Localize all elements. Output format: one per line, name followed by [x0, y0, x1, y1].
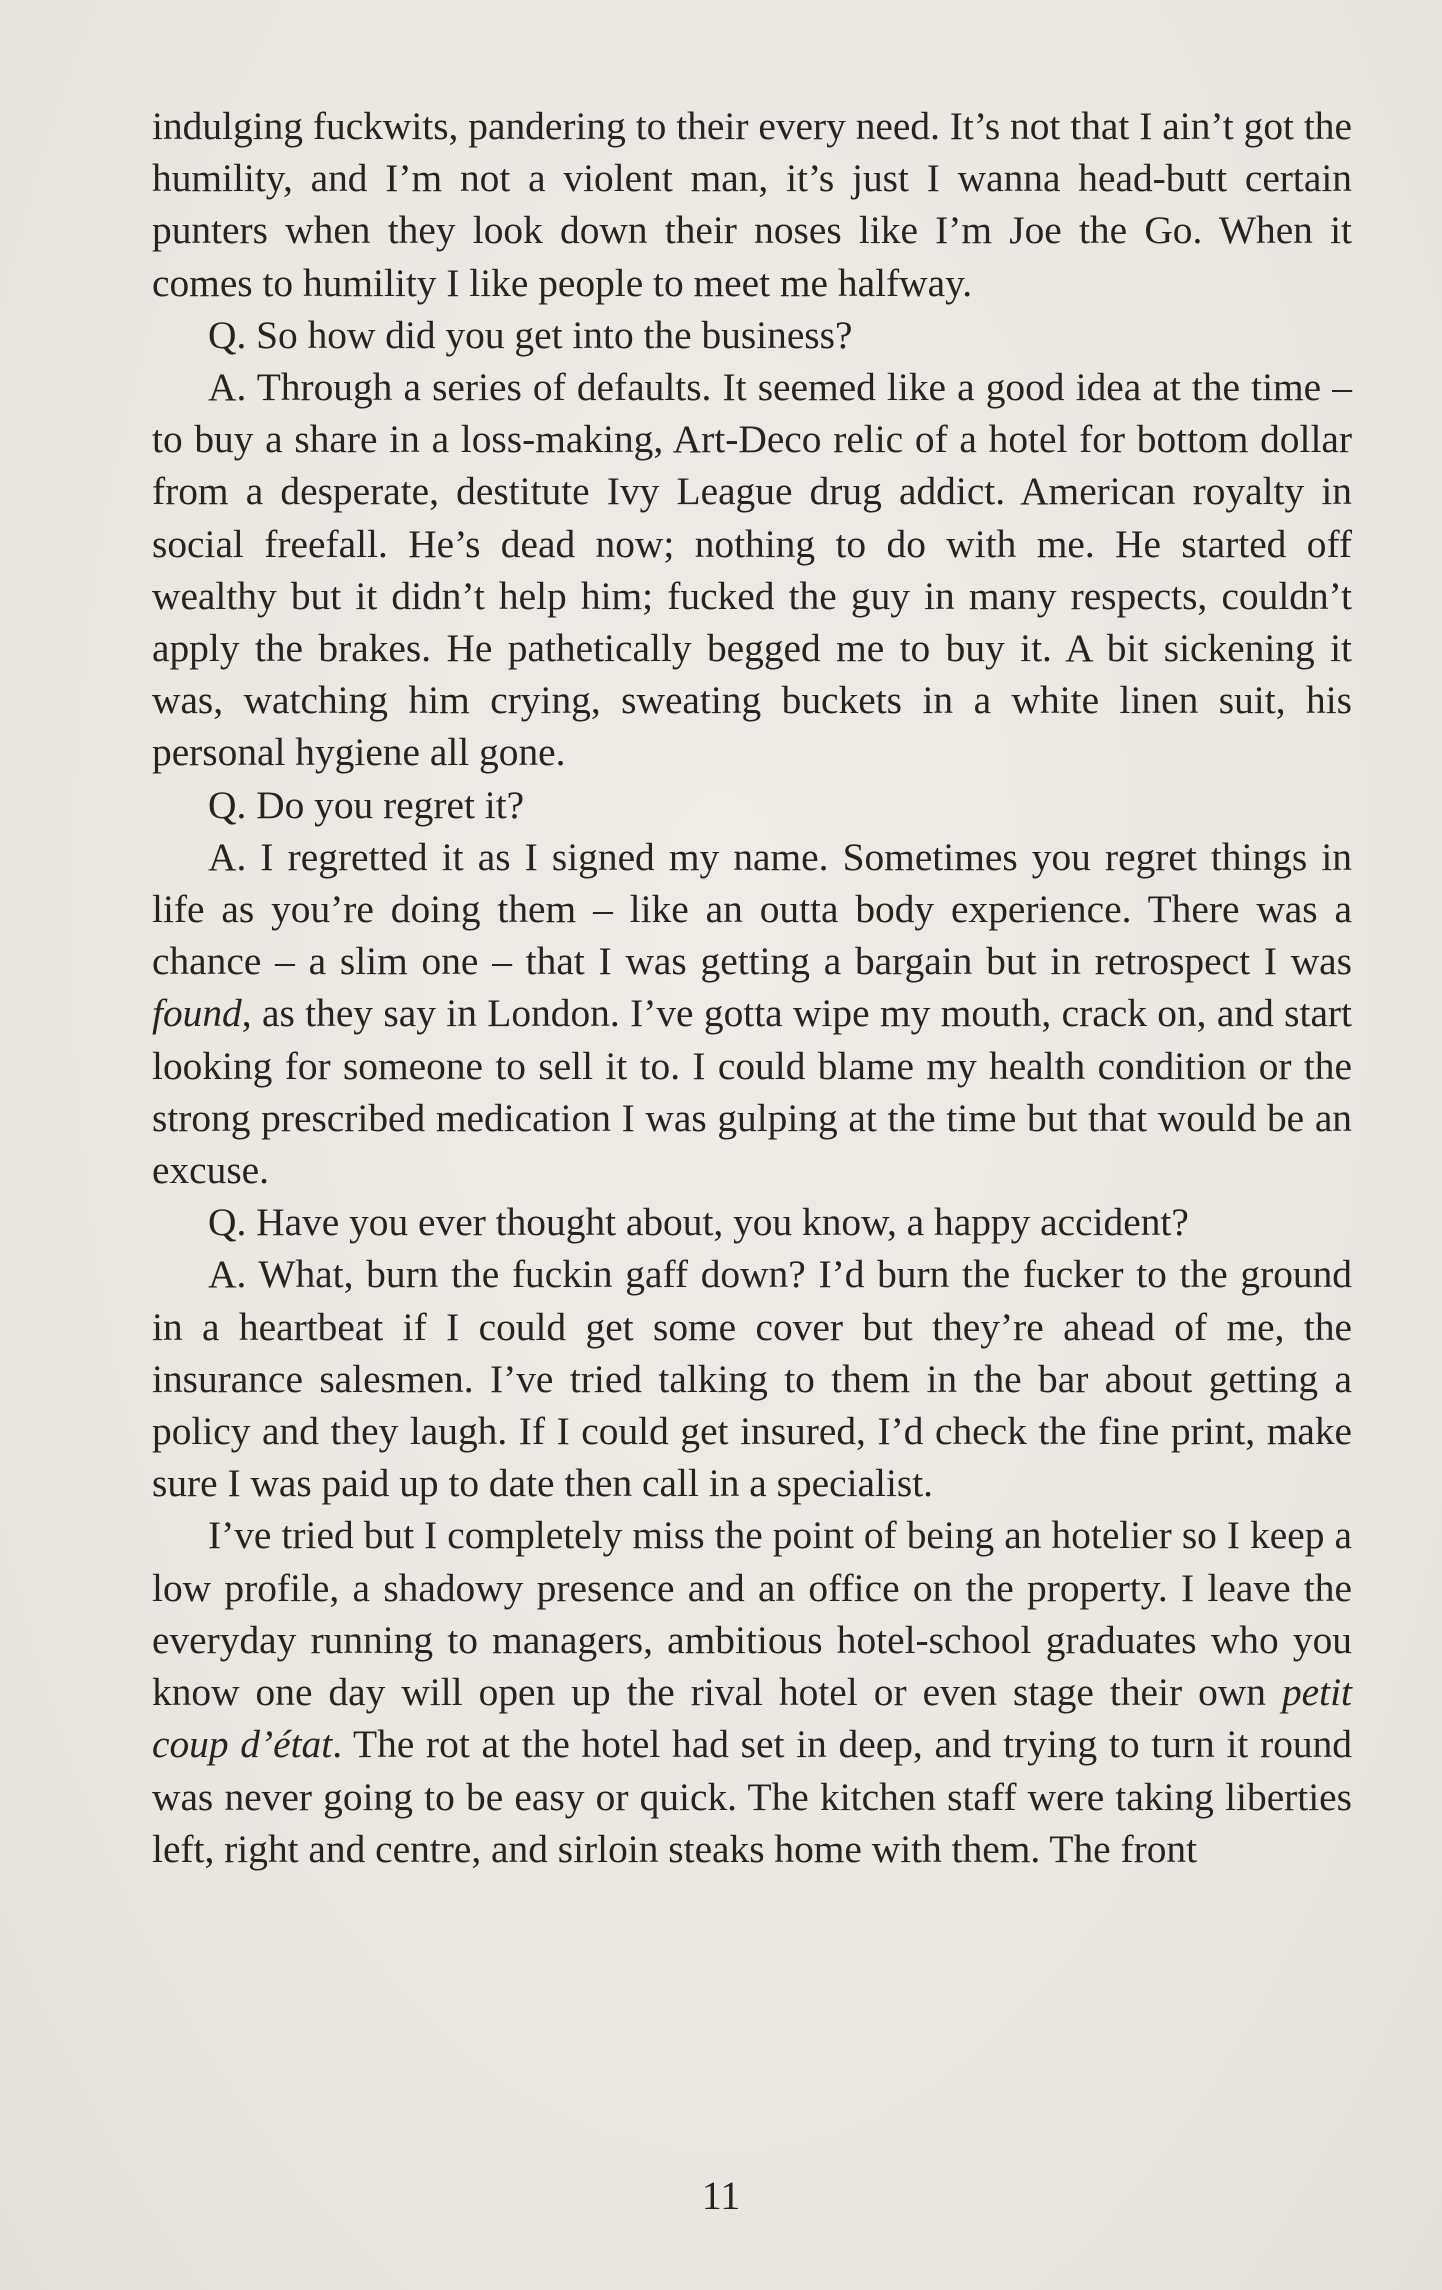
paragraph: [152, 309, 1352, 361]
paragraph: [152, 831, 1352, 1196]
paragraph: [152, 1509, 1352, 1874]
italic-phrase: petit coup d’état: [152, 1670, 1352, 1767]
page-number: 11: [701, 2173, 741, 2218]
text-run: A. Through a series of defaults. It seemed like a good idea at the time – to buy a share in a loss-making, Art-Deco relic of a hotel for bottom dollar from a desperate, destitute Ivy League drug addict. American royalty in social freefall. He’s dead now; nothing to do with me. He started off wealthy but it didn’t help him; fucked the guy in many respects, couldn’t apply the brakes. He pathetically begged me to buy it. A bit sickening it was, watching him crying, sweating buckets in a white linen suit, his personal hygiene all gone.: [152, 365, 1352, 775]
paragraph: [152, 779, 1352, 831]
text-run: , as they say in London. I’ve gotta wipe my mouth, crack on, and start looking for someone to sell it to. I could blame my health condition or the strong prescribed medication I was gulping at the time but that would be an excuse.: [152, 991, 1352, 1193]
paragraph: [152, 1248, 1352, 1509]
paragraph: [152, 100, 1352, 309]
text-run: Q. Have you ever thought about, you know, a happy accident?: [208, 1200, 1189, 1245]
text-run: . The rot at the hotel had set in deep, and trying to turn it round was never going to be easy or quick. The kitchen staff were taking liberties left, right and centre, and sirloin steaks home with them. The front: [152, 1722, 1352, 1871]
text-run: indulging fuckwits, pandering to their every need. It’s not that I ain’t got the humility, and I’m not a violent man, it’s just I wanna head-butt certain punters when they look down their noses like I’m Joe the Go. When it comes to humility I like people to meet me halfway.: [152, 104, 1352, 305]
paragraph: [152, 1196, 1352, 1248]
body-text: [152, 100, 1352, 1875]
text-run: Q. Do you regret it?: [208, 782, 525, 827]
italic-phrase: found: [152, 991, 242, 1036]
text-run: A. I regretted it as I signed my name. Sometimes you regret things in life as you’re doing them – like an outta body experience. There was a chance – a slim one – that I was getting a bargain but in retrospect I was: [152, 834, 1352, 984]
text-run: Q. So how did you get into the business?: [208, 312, 853, 357]
text-run: I’ve tried but I completely miss the point of being an hotelier so I keep a low profile, a shadowy presence and an office on the property. I leave the everyday running to managers, ambitious hotel-school graduates who you know one day will open up the rival hotel or even stage their own: [152, 1513, 1352, 1715]
text-run: A. What, burn the fuckin gaff down? I’d burn the fucker to the ground in a heartbeat if I could get some cover but they’re ahead of me, the insurance salesmen. I’ve tried talking to them in the bar about getting a policy and they laugh. If I could get insured, I’d check the fine print, make sure I was paid up to date then call in a specialist.: [152, 1252, 1352, 1506]
paragraph: [152, 361, 1352, 779]
